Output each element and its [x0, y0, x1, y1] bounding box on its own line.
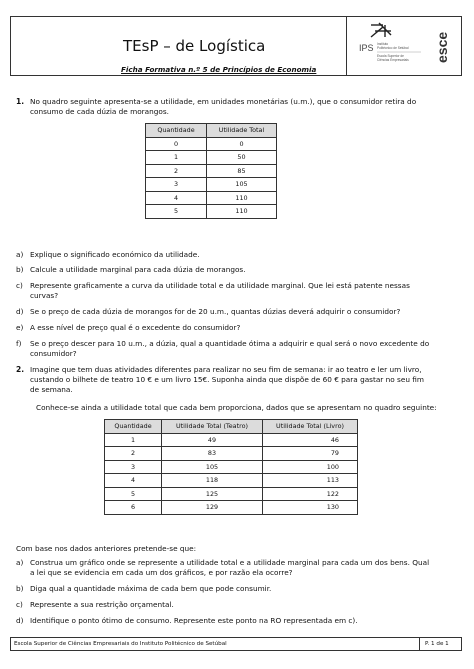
svg-text:esce: esce [434, 31, 450, 63]
table-cell: 125 [162, 487, 263, 501]
svg-text:Ciências Empresariais: Ciências Empresariais [377, 58, 409, 62]
table-row [146, 164, 277, 178]
table-row [105, 487, 358, 501]
table-cell: 0 [207, 137, 277, 151]
q2-item-a-text2: a lei que se evidencia em cada um dos gráficos, e por razão ela ocorre? [30, 568, 293, 577]
table-header-cell: Quantidade [146, 124, 207, 138]
table-cell: 46 [263, 433, 358, 447]
q2-text-line1: Imagine que tem duas atividades diferentes para realizar no seu fim de semana: ir ao teatro e ler um livro, [30, 365, 422, 374]
q2-item-d-text: Identifique o ponto ótimo de consumo. Represente este ponto na RO representada em c). [30, 616, 358, 625]
q2-item-b-letter: b) [16, 584, 24, 593]
svg-text:Instituto: Instituto [377, 42, 389, 46]
svg-text:Escola Superior de: Escola Superior de [377, 54, 404, 58]
q1-item-d-text: Se o preço de cada dúzia de morangos for de 20 u.m., quantas dúzias deverá adquirir o consumidor? [30, 307, 401, 316]
q2-item-c-letter: c) [16, 600, 23, 609]
table-cell: 0 [146, 137, 207, 151]
table-row [146, 137, 277, 151]
page-title: TEsP – de Logística [123, 37, 266, 55]
table-row [146, 178, 277, 192]
table-cell: 4 [146, 191, 207, 205]
q1-item-e-text: A esse nível de preço qual é o excedente do consumidor? [30, 323, 241, 332]
page-footer [10, 637, 462, 651]
table-cell: 1 [146, 151, 207, 165]
table-cell: 110 [207, 205, 277, 219]
table-cell: 83 [162, 447, 263, 461]
q1-item-b-letter: b) [16, 265, 24, 274]
table-cell: 110 [207, 191, 277, 205]
q1-item-a-letter: a) [16, 250, 24, 259]
table-row [105, 501, 358, 515]
q2-item-a-text1: Construa um gráfico onde se represente a utilidade total e a utilidade marginal para cada um dos bens. Qual [30, 558, 430, 567]
q1-item-f-text1: Se o preço descer para 10 u.m., a dúzia, qual a quantidade ótima a adquirir e qual será o novo excedente do [30, 339, 430, 348]
q1-item-d-letter: d) [16, 307, 24, 316]
q2-number: 2. [16, 365, 25, 374]
table-row [105, 433, 358, 447]
q2-item-d-letter: d) [16, 616, 24, 625]
q1-item-c-text1: Represente graficamente a curva da utilidade total e da utilidade marginal. Que lei está patente nessas [30, 281, 410, 290]
q1-item-f-letter: f) [16, 339, 22, 348]
q1-table [145, 123, 277, 219]
q2-text-line3: de semana. [30, 385, 73, 394]
q1-item-b-text: Calcule a utilidade marginal para cada dúzia de morangos. [30, 265, 246, 274]
table-header-cell: Utilidade Total (Livro) [263, 420, 358, 434]
ips-abbr: IPS [359, 43, 374, 53]
table-cell: 85 [207, 164, 277, 178]
q2-text-line2: custando o bilhete de teatro 10 € e um livro 15€. Suponha ainda que dispõe de 60 € para gastar no seu fim [30, 375, 424, 384]
footer-page-number: P. 1 de 1 [425, 641, 449, 647]
header-title-cell [11, 17, 347, 75]
table-cell: 118 [162, 474, 263, 488]
table-cell: 49 [162, 433, 263, 447]
q2-item-b-text: Diga qual a quantidade máxima de cada bem que pode consumir. [30, 584, 272, 593]
q1-item-e-letter: e) [16, 323, 24, 332]
table-cell: 113 [263, 474, 358, 488]
table-cell: 2 [146, 164, 207, 178]
q1-text-line1: No quadro seguinte apresenta-se a utilidade, em unidades monetárias (u.m.), que o consumidor retira do [30, 97, 417, 106]
table-cell: 79 [263, 447, 358, 461]
q2-item-c-text: Represente a sua restrição orçamental. [30, 600, 174, 609]
table-cell: 100 [263, 460, 358, 474]
table-cell: 6 [105, 501, 162, 515]
table-cell: 3 [146, 178, 207, 192]
table-row [146, 151, 277, 165]
q1-item-c-text2: curvas? [30, 291, 59, 300]
q1-item-f-text2: consumidor? [30, 349, 77, 358]
table-row [105, 474, 358, 488]
ips-logo [357, 21, 425, 73]
q1-item-a-text: Explique o significado económico da utilidade. [30, 250, 200, 259]
q1-number: 1. [16, 97, 25, 106]
table-header-cell: Utilidade Total [207, 124, 277, 138]
footer-school: Escola Superior de Ciências Empresariais do Instituto Politécnico de Setúbal [14, 641, 227, 647]
table-header-row [105, 420, 358, 434]
table-cell: 3 [105, 460, 162, 474]
q2-lead: Com base nos dados anteriores pretende-se que: [16, 544, 197, 553]
table-cell: 129 [162, 501, 263, 515]
table-header-cell: Quantidade [105, 420, 162, 434]
table-row [105, 460, 358, 474]
table-cell: 105 [162, 460, 263, 474]
esce-logo [429, 23, 455, 71]
svg-text:Politécnico de Setúbal: Politécnico de Setúbal [377, 46, 409, 50]
table-cell: 50 [207, 151, 277, 165]
q1-text-line2: consumo de cada dúzia de morangos. [30, 107, 169, 116]
table-cell: 130 [263, 501, 358, 515]
header-box [10, 16, 462, 76]
table-cell: 122 [263, 487, 358, 501]
q1-item-c-letter: c) [16, 281, 23, 290]
table-cell: 5 [146, 205, 207, 219]
table-header-cell: Utilidade Total (Teatro) [162, 420, 263, 434]
table-cell: 2 [105, 447, 162, 461]
table-cell: 5 [105, 487, 162, 501]
q2-intro: Conhece-se ainda a utilidade total que cada bem proporciona, dados que se apresentam no quadro seguinte: [36, 403, 437, 412]
q2-item-a-letter: a) [16, 558, 24, 567]
table-row [146, 191, 277, 205]
footer-divider [419, 638, 420, 650]
table-header-row [146, 124, 277, 138]
page-subtitle: Ficha Formativa n.º 5 de Princípios de Economia [121, 65, 317, 74]
table-cell: 1 [105, 433, 162, 447]
table-row [105, 447, 358, 461]
table-row [146, 205, 277, 219]
table-cell: 4 [105, 474, 162, 488]
table-cell: 105 [207, 178, 277, 192]
q2-table [104, 419, 358, 515]
